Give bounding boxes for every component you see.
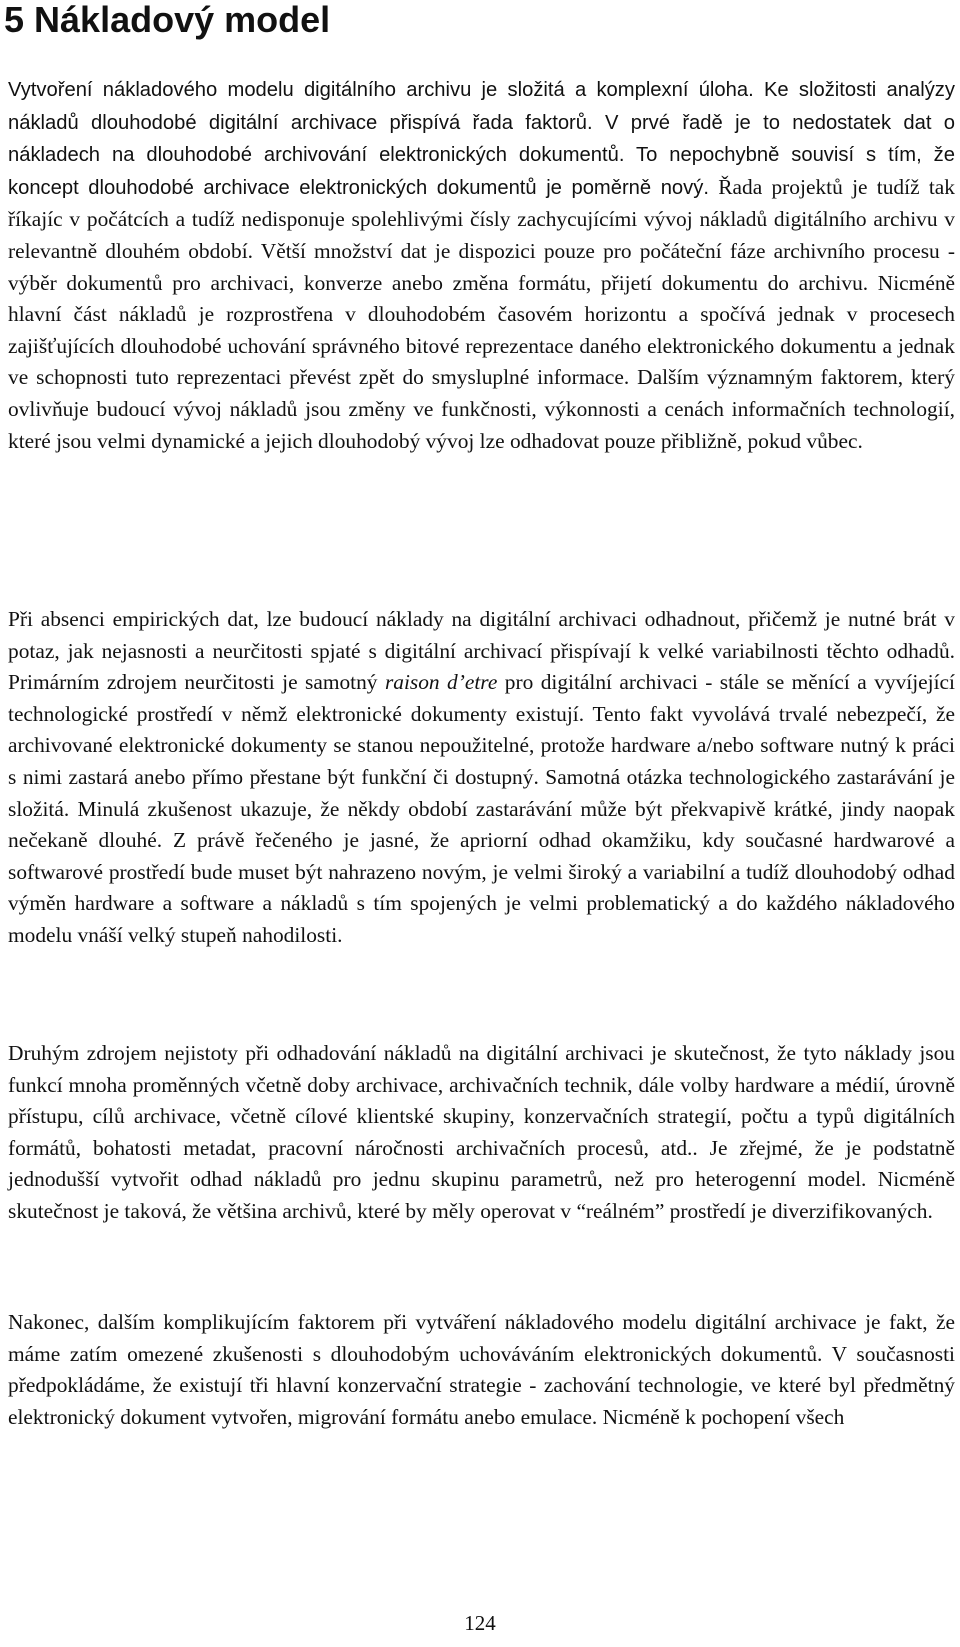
paragraph-complicating-factor: Nakonec, dalším komplikujícím faktorem při vytváření nákladového modelu digitální archivace je fakt, že máme zatím omezené zkušenosti s dlouhodobým uchováváním elektronických dokumentů. V současnosti předpokládáme, že existují tři hlavní konzervační strategie - zachování technologie, ve které byl předmětný elektronický dokument vytvořen, migrování formátu anebo emulace. Nicméně k pochopení všech bbox=[8, 1310, 955, 1429]
paragraph-empirical-data bbox=[8, 604, 955, 952]
paragraph-second-source: Druhým zdrojem nejistoty při odhadování nákladů na digitální archivaci je skutečnost, že tyto náklady jsou funkcí mnoha proměnných včetně doby archivace, archivačních technik, dále volby hardware a médií, úrovně přístupu, cílů archivace, včetně cílové klientské skupiny, konzervačních strategií, počtu a typů digitálních formátů, bohatosti metadat, pracovní náročnosti archivačních procesů, atd.. Je zřejmé, že je podstatně jednodušší vytvořit odhad nákladů pro jednu skupinu parametrů, než pro heterogenní model. Nicméně skutečnost je taková, že většina archivů, které by měly operovat v “reálném” prostředí je diverzifikovaných. bbox=[8, 1041, 955, 1223]
italic-phrase: raison d’etre bbox=[384, 670, 498, 695]
paragraph-empirical-text-after: pro digitální archivaci - stále se měnící a vyvíjející technologické prostředí v němž elektronické dokumenty existují. Tento fakt vyvolává trvalé nebezpečí, že archivované elektronické dokumenty se stanou nepoužitelné, protože hardware a/nebo software nutný k práci s nimi zastará anebo přímo přestane být funkční či dostupný. Samotná otázka technologického zastarávání je složitá. Minulá zkušenost ukazuje, že někdy období zastarávání může být překvapivě krátké, jindy naopak nečekaně dlouhé. Z právě řečeného je jasné, že apriorní odhad okamžiku, kdy současné hardwarové a softwarové prostředí bude muset být nahrazeno novým, je velmi široký a variabilní a tudíž dlouhodobý odhad výměn hardware a software a nákladů s tím spojených je velmi problematický a do každého nákladového modelu vnáší velký stupeň nahodilosti. bbox=[8, 670, 955, 947]
paragraph-cost-model-intro bbox=[8, 74, 955, 457]
page-number: 124 bbox=[464, 1611, 496, 1635]
chapter-heading: 5 Nákladový model bbox=[4, 0, 331, 40]
paragraph-intro-part-1: Vytvoření nákladového modelu digitálního archivu je složitá a komplexní úloha. Ke složitosti analýzy nákladů dlouhodobé digitální archivace přispívá řada faktorů. V prvé řadě je to nedostatek dat o nákladech na dlouhodobé archivování elektronických dokumentů. To nepochybně souvisí s tím, že koncept dlouhodobé archivace elektronických dokumentů je poměrně nový. bbox=[8, 79, 955, 199]
paragraph-intro-part-3: Nicméně hlavní část nákladů je rozprostřena v dlouhodobém časovém horizontu a spočívá jednak v procesech zajišťujících dlouhodobé uchování správného bitové reprezentace daného elektronického dokumentu a jednak ve schopnosti tuto reprezentaci převést zpět do smysluplné informace. Dalším významným faktorem, který ovlivňuje budoucí vývoj nákladů jsou změny ve funkčnosti, výkonnosti a cenách informačních technologií, které jsou velmi dynamické a jejich dlouhodobý vývoj lze odhadovat pouze přibližně, pokud vůbec. bbox=[8, 270, 956, 453]
paragraph-empirical-text-before: Při absenci empirických dat, lze budoucí náklady na digitální archivaci odhadnout, přičemž je nutné brát v potaz, jak nejasnosti a neurčitosti spjaté s digitální archivací přispívají k velké variabilnosti těchto odhadů. Primárním zdrojem neurčitosti je samotný bbox=[8, 607, 955, 695]
paragraph-intro-part-2: Řada projektů je tudíž tak říkajíc v počátcích a tudíž nedisponuje spolehlivými čísly zachycujícími vývoj nákladů digitálního archivu v relevantně dlouhém období. Větší množství dat je dispozici pouze pro počáteční fáze archivního procesu - výběr dokumentů pro archivaci, konverze anebo změna formátu, přijetí dokumentu do archivu. bbox=[8, 174, 955, 295]
